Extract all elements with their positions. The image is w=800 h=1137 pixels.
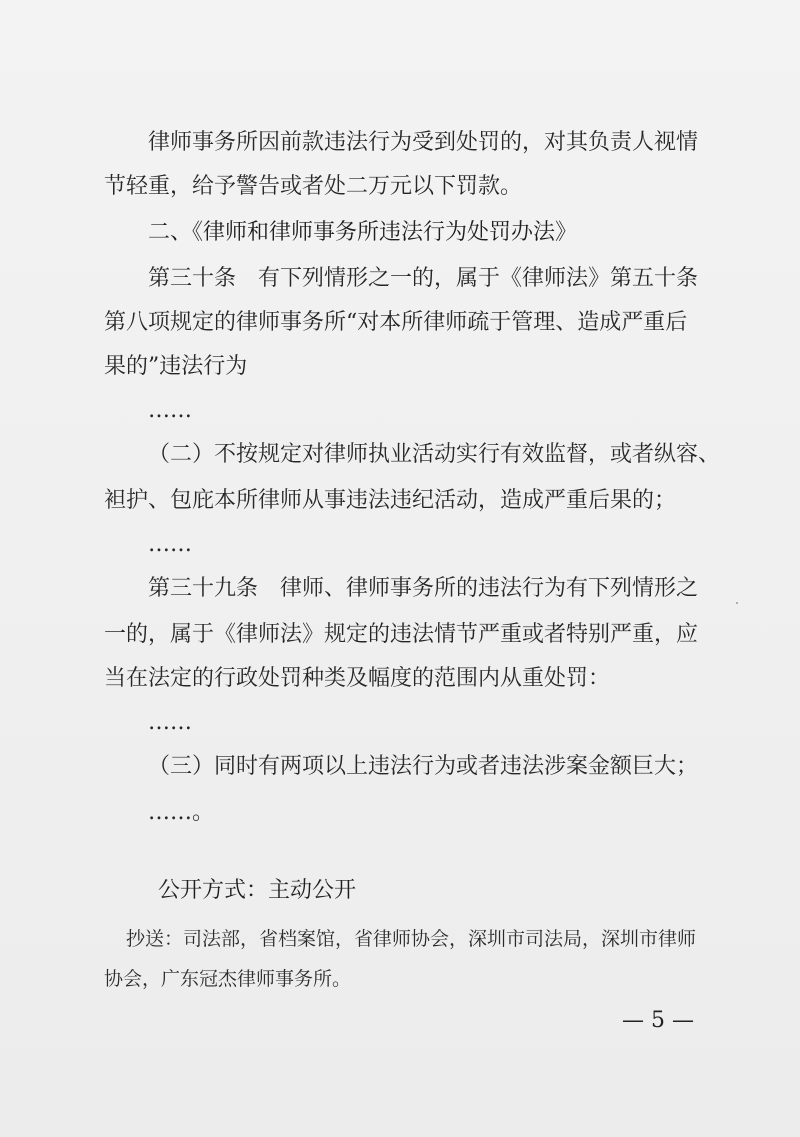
ellipsis-1: …… [148, 398, 192, 423]
article-39-line-3: 当在法定的行政处罚种类及幅度的范围内从重处罚： [104, 666, 611, 691]
item-2-line-1: （二）不按规定对律师执业活动实行有效监督，或者纵容、 [148, 442, 721, 467]
paragraph-line-2: 节轻重，给予警告或者处二万元以下罚款。 [104, 174, 523, 199]
item-2-line-2: 袒护、包庇本所律师从事违法违纪活动，造成严重后果的； [104, 488, 677, 513]
ellipsis-4: ……。 [148, 800, 215, 825]
article-30-line-3: 果的”违法行为 [104, 354, 248, 379]
article-30-line-2: 第八项规定的律师事务所“对本所律师疏于管理、造成严重后 [104, 310, 688, 335]
section-heading: 二、《律师和律师事务所违法行为处罚办法》 [148, 220, 578, 245]
article-30-line-1: 第三十条 有下列情形之一的，属于《律师法》第五十条 [148, 266, 699, 291]
cc-line-1: 抄送：司法部，省档案馆，省律师协会，深圳市司法局，深圳市律师 [126, 928, 697, 950]
item-3-line: （三）同时有两项以上违法行为或者违法涉案金额巨大； [148, 754, 699, 779]
page-number: — 5 — [622, 1008, 694, 1033]
ellipsis-3: …… [148, 710, 192, 735]
paragraph-line-1: 律师事务所因前款违法行为受到处罚的，对其负责人视情 [148, 130, 699, 155]
article-39-line-1: 第三十九条 律师、律师事务所的违法行为有下列情形之 [148, 576, 699, 601]
ellipsis-2: …… [148, 532, 192, 557]
disclosure-method: 公开方式：主动公开 [158, 878, 357, 903]
paper-speck [736, 602, 738, 604]
article-39-line-2: 一的，属于《律师法》规定的违法情节严重或者特别严重，应 [104, 622, 699, 647]
cc-line-2: 协会，广东冠杰律师事务所。 [104, 968, 352, 990]
